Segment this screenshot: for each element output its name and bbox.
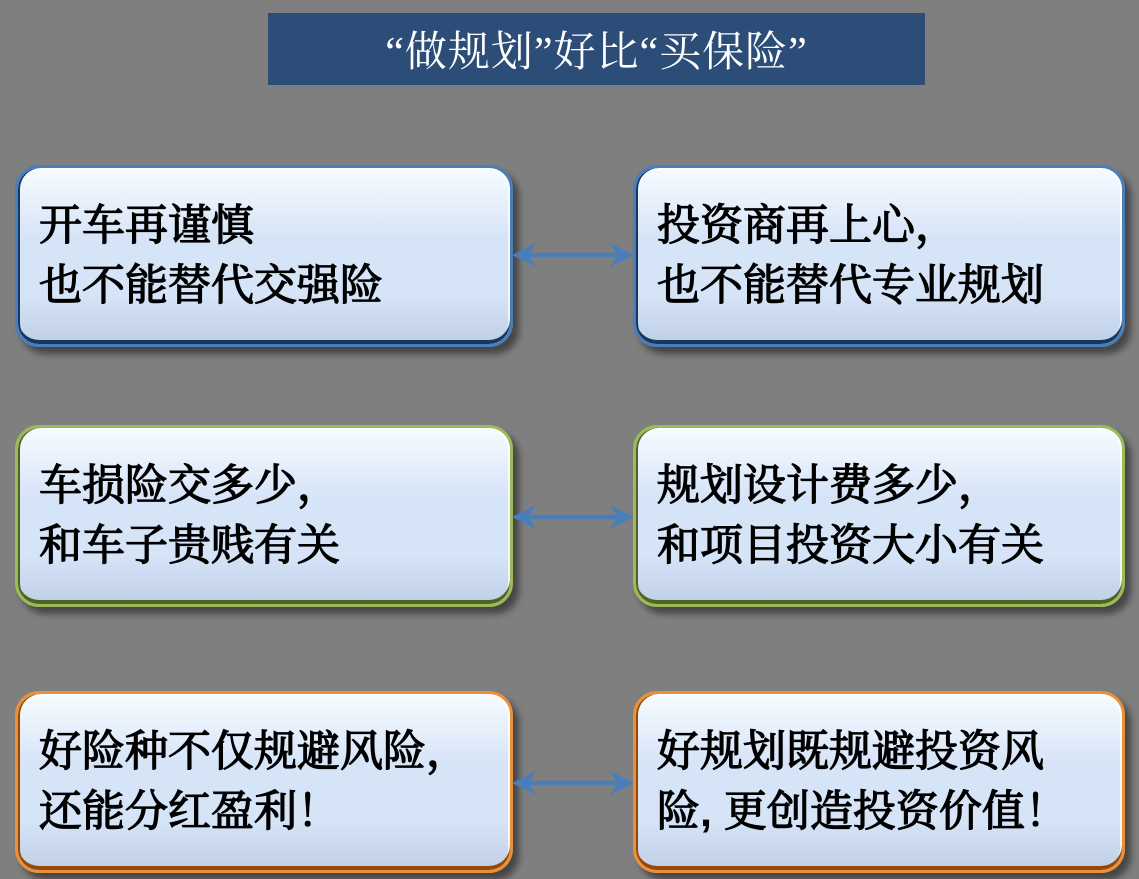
box-text-line: 也不能替代交强险 [39, 262, 383, 310]
row1-right-box [633, 165, 1125, 347]
row2-left-box [15, 425, 513, 607]
box-text-line: 开车再谨慎 [39, 202, 254, 250]
slide-title: “做规划”好比“买保险” [385, 30, 808, 76]
box-text-line: 好险种不仅规避风险， [39, 728, 469, 776]
double-arrow-icon [510, 239, 636, 271]
row1-left-box [15, 165, 513, 347]
box-text-line: 和项目投资大小有关 [657, 522, 1044, 570]
title-banner [268, 13, 925, 85]
box-text-line: 险, 更创造投资价值！ [657, 788, 1068, 836]
row3-left-box [15, 691, 513, 873]
row3-right-box [633, 691, 1125, 873]
double-arrow-icon [510, 767, 636, 799]
row2-right-box [633, 425, 1125, 607]
box-text-line: 投资商再上心， [657, 202, 958, 250]
box-text-line: 规划设计费多少， [657, 462, 1001, 510]
box-text-line: 还能分红盈利！ [39, 788, 340, 836]
box-text-line: 和车子贵贱有关 [39, 522, 340, 570]
double-arrow-icon [510, 501, 636, 533]
box-text-line: 好规划既规避投资风 [657, 728, 1044, 776]
box-text-line: 车损险交多少， [39, 462, 340, 510]
box-text-line: 也不能替代专业规划 [657, 262, 1044, 310]
